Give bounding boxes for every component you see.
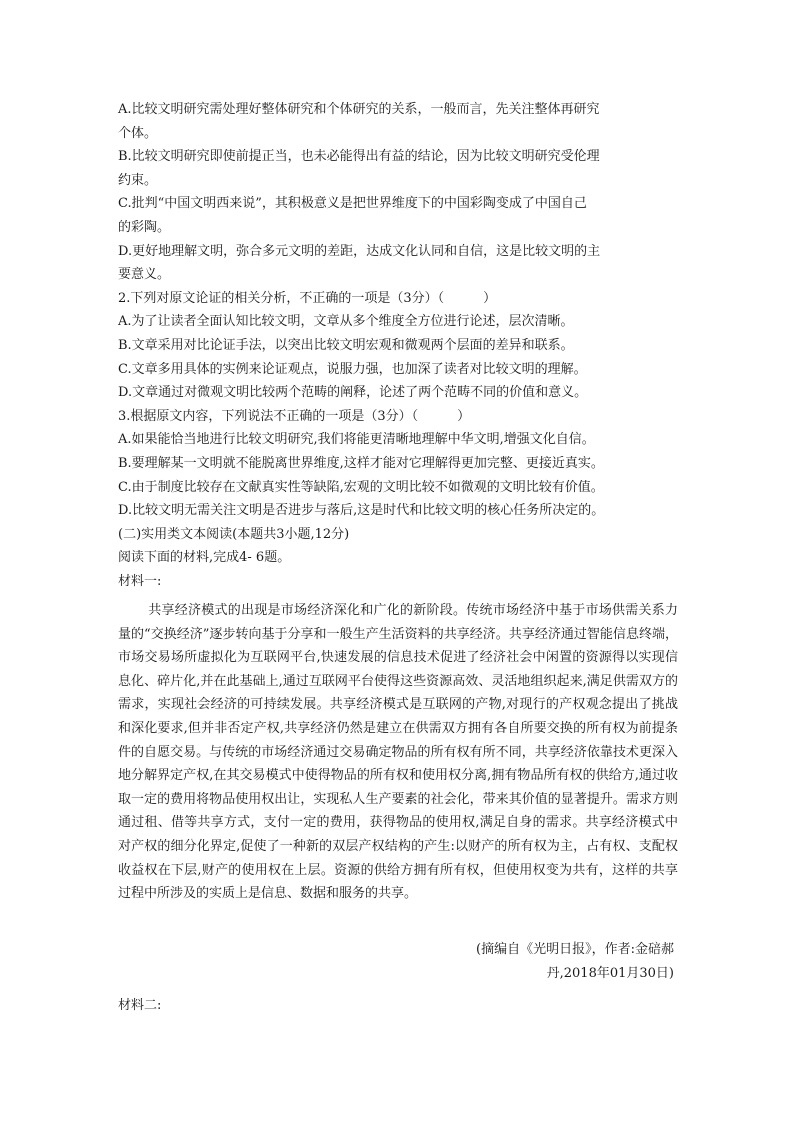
q2-option-c: C.文章多用具体的实例来论证观点，说服力强，也加深了读者对比较文明的理解。 <box>118 361 587 377</box>
q3-option-b: B.要理解某一文明就不能脱离世界维度,这样才能对它理解得更加完整、更接近真实。 <box>118 455 604 471</box>
material-1-text: 共享经济模式的出现是市场经济深化和广化的新阶段。传统市场经济中基于市场供需关系力量的“交换经济”逐步转向基于分享和一般生产生活资料的共享经济。共享经济通过智能信息终端，市场交易场所虚拟化为互联网平台,快速发展的信息技术促进了经济社会中闲置的资源得以实现信息化、碎片化,并在此基础上,通过互联网平台使得这些资源高效、灵活地组织起来,满足供需双方的需求，实现社会经济的可持续发展。共享经济模式是互联网的产物,对现行的产权观念提出了挑战和深化要求,但并非否定产权,共享经济仍然是建立在供需双方拥有各自所要交换的所有权为前提条件的自愿交易。与传统的市场经济通过交易确定物品的所有权有所不同，共享经济依靠技术更深入地分解界定产权,在其交易模式中使得物品的所有权和使用权分离,拥有物品所有权的供给方,通过收取一定的费用将物品使用权出让，实现私人生产要素的社会化，带来其价值的显著提升。需求方则通过租、借等共享方式，支付一定的费用，获得物品的使用权,满足自身的需求。共享经济模式中对产权的细分化界定,促使了一种新的双层产权结构的产生:以财产的所有权为主，占有权、支配权收益权在下层,财产的使用权在上层。资源的供给方拥有所有权，但使用权变为共有，这样的共享过程中所涉及的实质上是信息、数据和服务的共享。 <box>118 603 678 902</box>
option-b-line: B.比较文明研究即使前提正当，也未必能得出有益的结论，因为比较文明研究受伦理 <box>118 149 600 165</box>
question-2: 2.下列对原文论证的相关分析，不正确的一项是（3分）（ ） <box>118 290 497 306</box>
q2-option-d: D.文章通过对微观文明比较两个范畴的阐释，论述了两个范畴不同的价值和意义。 <box>118 385 588 401</box>
option-a-cont: 个体。 <box>118 125 158 141</box>
option-d-cont: 要意义。 <box>118 267 171 283</box>
material-1-label: 材料一: <box>118 573 162 589</box>
material-1-paragraph <box>118 599 678 906</box>
source-citation-line1: (摘编自《光明日报》，作者:金碚郝 <box>476 942 674 957</box>
option-c-cont: 的彩陶。 <box>118 219 171 235</box>
question-3: 3.根据原文内容，下列说法不正确的一项是（3分）（ ） <box>118 408 471 424</box>
option-d-line: D.更好地理解文明，弥合多元文明的差距，达成文化认同和自信，这是比较文明的主 <box>118 243 601 259</box>
option-c-line: C.批判“中国文明西来说”，其积极意义是把世界维度下的中国彩陶变成了中国自己 <box>118 196 587 212</box>
section-heading: (二)实用类文本阅读(本题共3小题,12分) <box>118 526 350 542</box>
source-citation-line2: 丹,2018年01月30日) <box>546 966 674 981</box>
q3-option-c: C.由于制度比较存在文献真实性等缺陷,宏观的文明比较不如微观的文明比较有价值。 <box>118 479 604 495</box>
instruction: 阅读下面的材料,完成4- 6题。 <box>118 550 291 566</box>
q2-option-a: A.为了让读者全面认知比较文明，文章从多个维度全方位进行论述，层次清晰。 <box>118 314 574 330</box>
option-b-cont: 约束。 <box>118 172 158 188</box>
q3-option-a: A.如果能恰当地进行比较文明研究,我们将能更清晰地理解中华文明,增强文化自信。 <box>118 432 595 448</box>
option-a-line: A.比较文明研究需处理好整体研究和个体研究的关系，一般而言，先关注整体再研究 <box>118 102 600 117</box>
q3-option-d: D.比较文明无需关注文明是否进步与落后,这是时代和比较文明的核心任务所决定的。 <box>118 503 605 519</box>
question-block <box>118 98 678 593</box>
material-2-label: 材料二: <box>118 998 162 1013</box>
q2-option-b: B.文章采用对比论证手法，以突出比较文明宏观和微观两个层面的差异和联系。 <box>118 337 574 353</box>
